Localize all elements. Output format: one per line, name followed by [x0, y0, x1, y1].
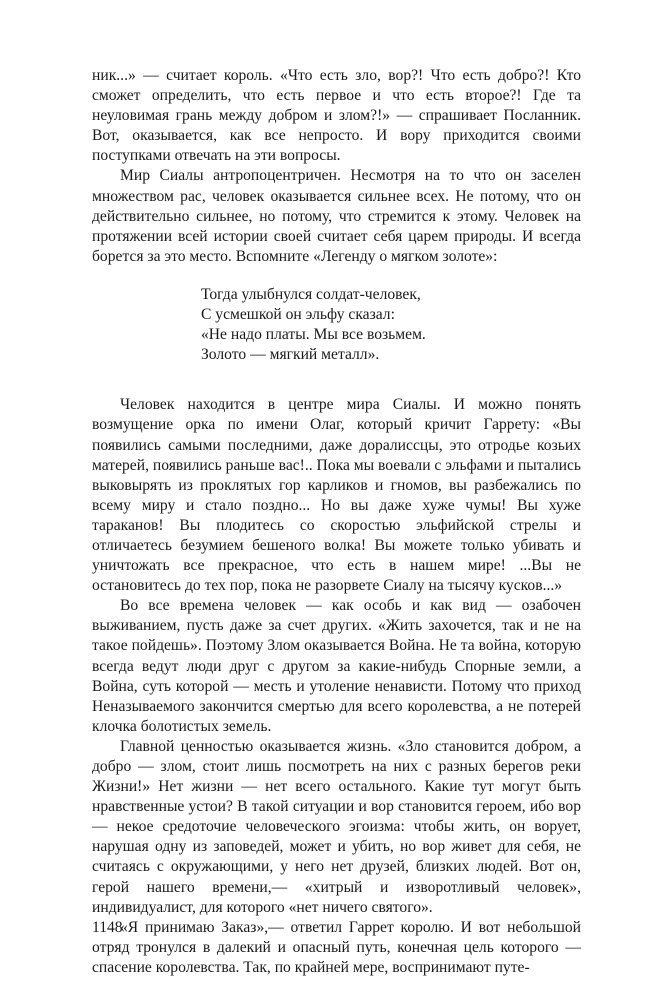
verse-line: Золото — мягкий металл».: [201, 346, 380, 364]
paragraph: Человек находится в центре мира Сиалы. И можно понять возмущение орка по имени Олаг, который кричит Гаррету: «Вы появились самыми последними, даже доралиссцы, это отродье козьих матерей, появились раньше вас!.. Пока мы воевали с эльфами и пытались выковырять из проклятых гор карликов и гномов, вы разбежались по всему миру и стало поздно... Но вы даже хуже чумы! Вы хуже тараканов! Вы плодитесь со скоростью эльфийской стрелы и отличаетесь безумием бешеного волка! Вы можете только убивать и уничтожать все прекрасное, что есть в нашем мире! ...Вы не остановитесь до тех пор, пока не разорвете Сиалу на тысячу кусков...»: [92, 396, 581, 595]
paragraph-continuation: ник...» — считает король. «Что есть зло, вор?! Что есть добро?! Кто сможет определить, что есть первое и что есть второе?! Где та неуловимая грань между добром и злом?!» — спрашивает Посланник. Вот, оказывается, как все непросто. И вору приходится своими поступками отвечать на эти вопросы.: [92, 67, 581, 165]
paragraph: «Я принимаю Заказ»,— ответил Гаррет королю. И вот небольшой отряд тронулся в далекий и опасный путь, конечная цель которого — спасение королевства. Так, по крайней мере, воспринимают путе-: [92, 918, 581, 976]
body-text: [92, 66, 581, 978]
page-number: 1148: [92, 919, 123, 936]
verse-line: С усмешкой он эльфу сказал:: [201, 306, 395, 324]
paragraph: Во все времена человек — как особь и как вид — озабочен выживанием, пусть даже за счет других. «Жить захочется, так и не на такое пойдешь». Поэтому Злом оказывается Война. Не та война, которую всегда ведут люди друг с другом за какие-нибудь Спорные земли, а Война, суть которой — месть и утоление ненависти. Потому что приход Неназываемого закончится смертью для всего королевства, а не потерей клочка болотистых земель.: [92, 597, 581, 735]
paragraph: Главной ценностью оказывается жизнь. «Зло становится добром, а добро — злом, стоит лишь посмотреть на них с разных берегов реки Жизни!» Нет жизни — нет всего остального. Какие тут могут быть нравственные устои? В такой ситуации и вор становится героем, ибо вор — некое средоточие человеческого эгоизма: чтобы жить, он ворует, нарушая одну из заповедей, может и убить, но вор живет для себя, не считаясь с окружающими, у него нет друзей, близких людей. Вот он, герой нашего времени,— «хитрый и изворотливый человек», индивидуалист, для которого «нет ничего святого».: [92, 737, 581, 916]
verse-line: Тогда улыбнулся солдат-человек,: [201, 285, 421, 303]
verse-quote: [92, 285, 581, 365]
verse-line: «Не надо платы. Мы все возьмем.: [201, 326, 426, 344]
paragraph: Мир Сиалы антропоцентричен. Несмотря на то что он заселен множеством рас, человек оказывается сильнее всех. Не потому, что он действительно сильнее, но потому, что стремится к этому. Человек на протяжении всей истории своей считает себя царем природы. И всегда борется за это место. Вспомните «Легенду о мягком золоте»:: [92, 167, 581, 265]
